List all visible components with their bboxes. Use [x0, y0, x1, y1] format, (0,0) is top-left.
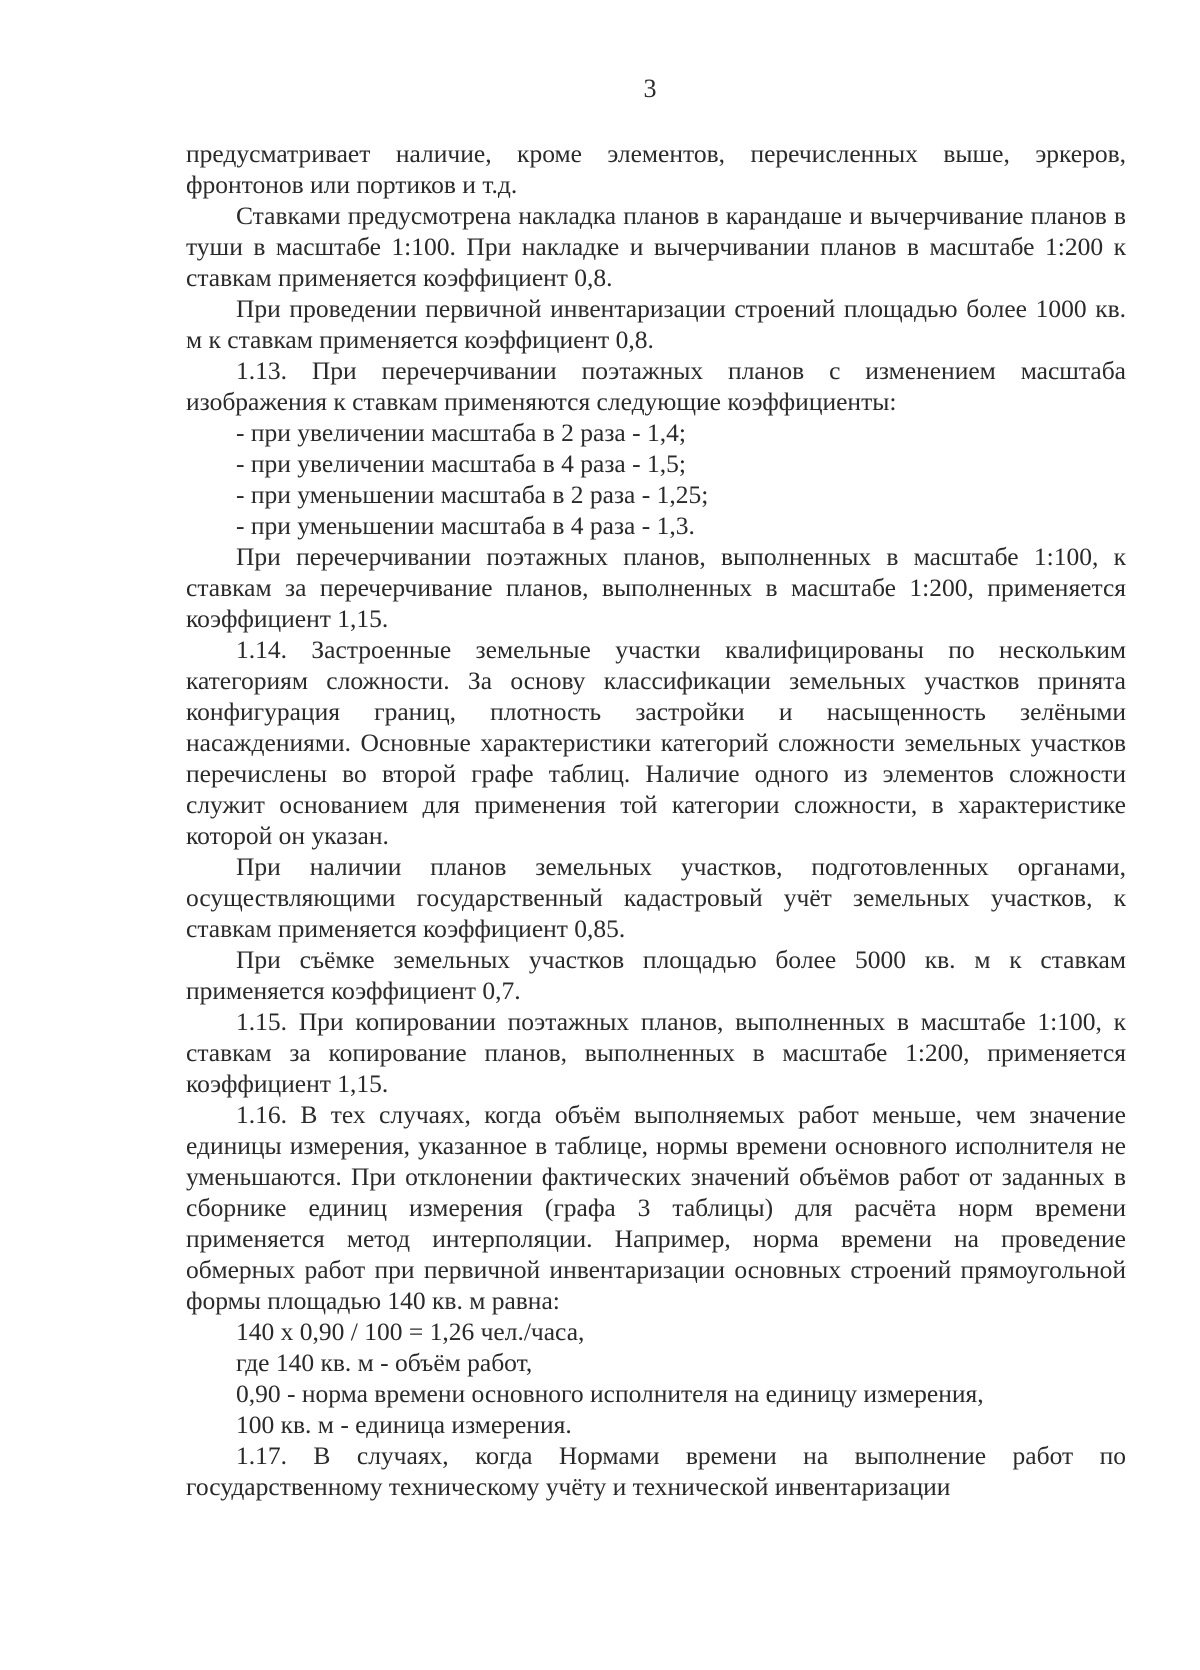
paragraph: 1.14. Застроенные земельные участки квалифицированы по нескольким категориям сложности. За основу классификации земельных участков принята конфигурация границ, плотность застройки и насыщенность зелёными насаждениями. Основные характеристики категорий сложности земельных участков перечислены во второй графе таблиц. Наличие одного из элементов сложности служит основанием для применения той категории сложности, в характеристике которой он указан.	[186, 635, 1126, 850]
paragraph: 1.15. При копировании поэтажных планов, выполненных в масштабе 1:100, к ставкам за копирование планов, выполненных в масштабе 1:200, применяется коэффициент 1,15.	[186, 1007, 1126, 1098]
paragraph: 1.13. При перечерчивании поэтажных планов с изменением масштаба изображения к ставкам применяются следующие коэффициенты:	[186, 356, 1126, 416]
paragraph: предусматривает наличие, кроме элементов, перечисленных выше, эркеров, фронтонов или портиков и т.д.	[186, 139, 1126, 199]
formula-line: где 140 кв. м - объём работ,	[236, 1348, 533, 1377]
paragraph: 1.17. В случаях, когда Нормами времени на выполнение работ по государственному техническому учёту и технической инвентаризации	[186, 1441, 1126, 1501]
paragraph: При съёмке земельных участков площадью более 5000 кв. м к ставкам применяется коэффициент 0,7.	[186, 945, 1126, 1005]
paragraph: При проведении первичной инвентаризации строений площадью более 1000 кв. м к ставкам применяется коэффициент 0,8.	[186, 294, 1126, 354]
list-item: - при уменьшении масштаба в 2 раза - 1,25;	[236, 480, 709, 509]
list-item: - при увеличении масштаба в 4 раза - 1,5;	[236, 449, 686, 478]
formula-line: 140 х 0,90 / 100 = 1,26 чел./часа,	[236, 1317, 585, 1346]
formula-line: 100 кв. м - единица измерения.	[236, 1410, 572, 1439]
page-number: 3	[643, 74, 657, 103]
formula-line: 0,90 - норма времени основного исполнителя на единицу измерения,	[236, 1379, 984, 1408]
list-item: - при увеличении масштаба в 2 раза - 1,4;	[236, 418, 686, 447]
body-text	[186, 138, 1126, 1502]
paragraph: При перечерчивании поэтажных планов, выполненных в масштабе 1:100, к ставкам за перечерчивание планов, выполненных в масштабе 1:200, применяется коэффициент 1,15.	[186, 542, 1126, 633]
paragraph: Ставками предусмотрена накладка планов в карандаше и вычерчивание планов в туши в масштабе 1:100. При накладке и вычерчивании планов в масштабе 1:200 к ставкам применяется коэффициент 0,8.	[186, 201, 1126, 292]
list-item: - при уменьшении масштаба в 4 раза - 1,3.	[236, 511, 695, 540]
paragraph: 1.16. В тех случаях, когда объём выполняемых работ меньше, чем значение единицы измерения, указанное в таблице, нормы времени основного исполнителя не уменьшаются. При отклонении фактических значений объёмов работ от заданных в сборнике единиц измерения (графа 3 таблицы) для расчёта норм времени применяется метод интерполяции. Например, норма времени на проведение обмерных работ при первичной инвентаризации основных строений прямоугольной формы площадью 140 кв. м равна:	[186, 1100, 1126, 1315]
paragraph: При наличии планов земельных участков, подготовленных органами, осуществляющими государственный кадастровый учёт земельных участков, к ставкам применяется коэффициент 0,85.	[186, 852, 1126, 943]
